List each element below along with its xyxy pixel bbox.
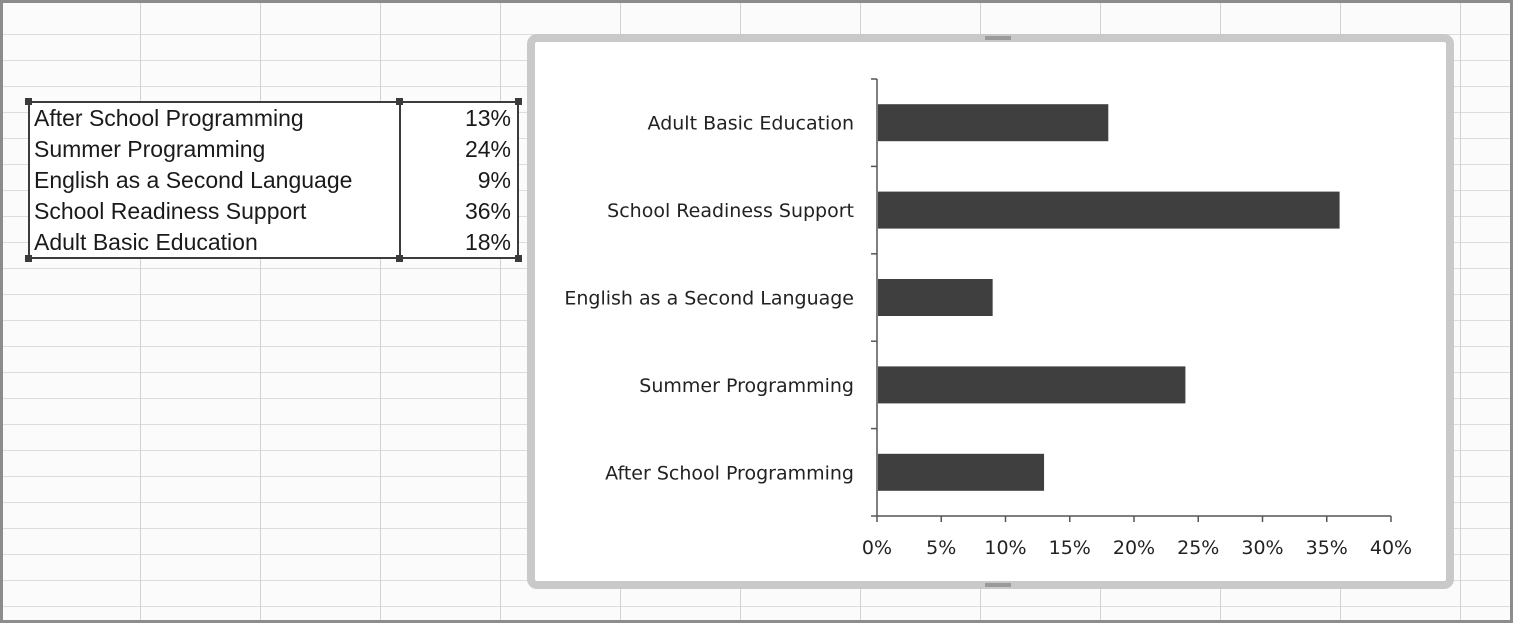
- value-cell[interactable]: 9%: [477, 167, 511, 193]
- bar: [878, 366, 1185, 403]
- x-tick-label: 20%: [1112, 537, 1156, 559]
- x-tick-label: 40%: [1369, 537, 1413, 559]
- value-cell[interactable]: 13%: [464, 105, 511, 131]
- category-cell[interactable]: Summer Programming: [34, 136, 266, 162]
- bar: [878, 192, 1340, 229]
- category-cell[interactable]: Adult Basic Education: [34, 229, 258, 255]
- bar: [878, 104, 1108, 141]
- x-tick-label: 0%: [861, 537, 893, 559]
- chart-resize-grip-bottom[interactable]: [985, 583, 1011, 587]
- category-cell[interactable]: After School Programming: [34, 105, 304, 131]
- x-tick-label: 35%: [1305, 537, 1348, 559]
- category-cell[interactable]: School Readiness Support: [34, 198, 307, 224]
- data-range-selection[interactable]: [28, 101, 519, 259]
- category-label: After School Programming: [605, 462, 854, 485]
- value-cell[interactable]: 36%: [464, 198, 511, 224]
- x-tick-label: 10%: [984, 537, 1027, 559]
- category-label: English as a Second Language: [564, 287, 854, 310]
- x-tick-label: 15%: [1048, 537, 1091, 559]
- x-tick-label: 25%: [1177, 537, 1220, 559]
- chart-object[interactable]: [527, 34, 1454, 589]
- bar-chart: [535, 42, 1446, 581]
- table-row[interactable]: [30, 134, 517, 165]
- table-row[interactable]: [30, 103, 517, 134]
- table-row[interactable]: [30, 165, 517, 196]
- bar: [878, 279, 993, 316]
- table-row[interactable]: [30, 227, 517, 258]
- value-cell[interactable]: 24%: [464, 136, 511, 162]
- value-cell[interactable]: 18%: [464, 229, 511, 255]
- bar: [878, 454, 1044, 491]
- x-tick-label: 30%: [1241, 537, 1284, 559]
- category-label: Summer Programming: [639, 374, 854, 397]
- table-row[interactable]: [30, 196, 517, 227]
- x-tick-label: 5%: [926, 537, 957, 559]
- category-label: Adult Basic Education: [647, 112, 854, 135]
- chart-resize-grip-top[interactable]: [985, 36, 1011, 40]
- category-label: School Readiness Support: [607, 200, 854, 223]
- category-cell[interactable]: English as a Second Language: [34, 167, 353, 193]
